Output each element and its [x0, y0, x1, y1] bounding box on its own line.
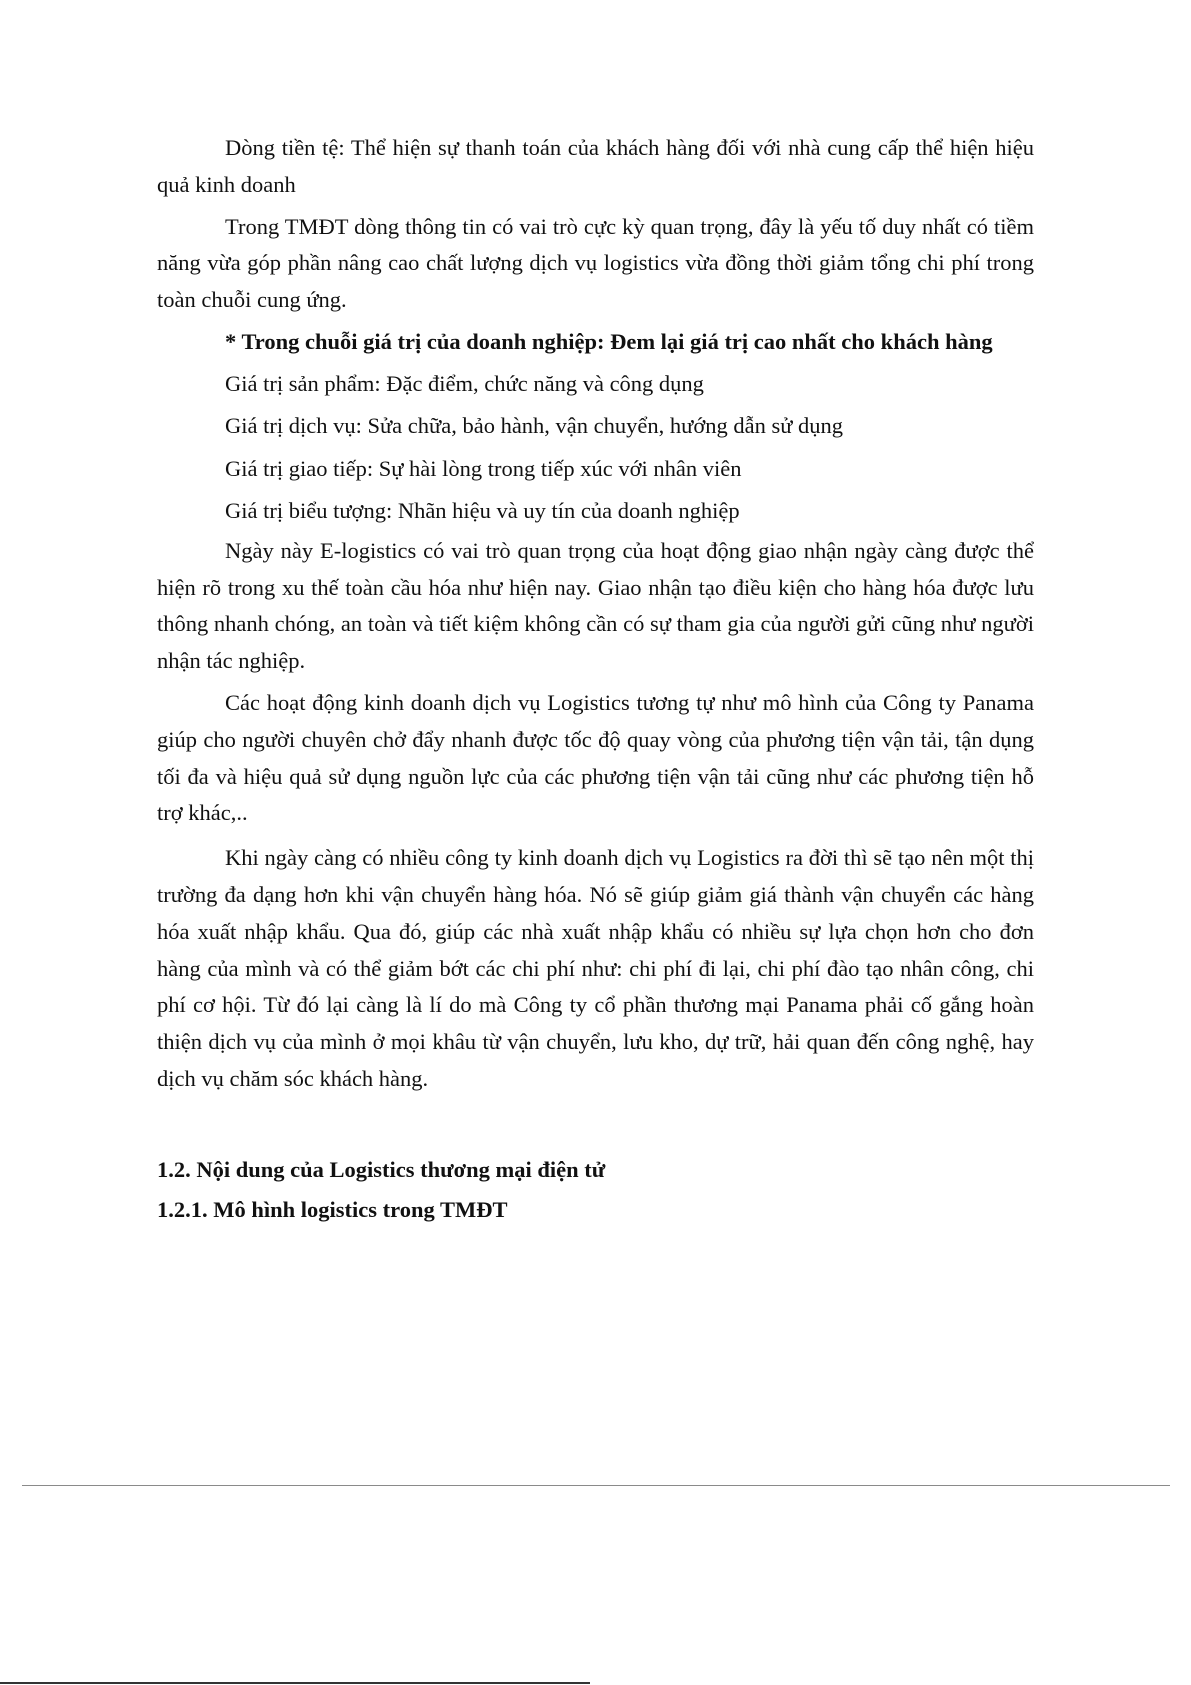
- subsection-heading: 1.2.1. Mô hình logistics trong TMĐT: [157, 1196, 508, 1222]
- footer-divider: [22, 1485, 1170, 1486]
- list-item: Giá trị biểu tượng: Nhãn hiệu và uy tín của doanh nghiệp: [225, 498, 740, 524]
- list-item: Giá trị dịch vụ: Sửa chữa, bảo hành, vận chuyển, hướng dẫn sử dụng: [225, 413, 844, 439]
- paragraph-ecommerce-info: Trong TMĐT dòng thông tin có vai trò cực kỳ quan trọng, đây là yếu tố duy nhất có tiềm năng vừa góp phần nâng cao chất lượng dịch vụ logistics vừa đồng thời giảm tổng chi phí trong toàn chuỗi cung ứng.: [157, 213, 1034, 313]
- value-list: [157, 363, 1034, 533]
- list-item: Giá trị giao tiếp: Sự hài lòng trong tiếp xúc với nhân viên: [225, 455, 742, 481]
- paragraph-money-flow: Dòng tiền tệ: Thể hiện sự thanh toán của khách hàng đối với nhà cung cấp thể hiện hiệu quả kinh doanh: [157, 135, 1034, 197]
- value-chain-heading: * Trong chuỗi giá trị của doanh nghiệp: Đem lại giá trị cao nhất cho khách hàng: [225, 328, 993, 354]
- paragraph-e-logistics: Ngày này E-logistics có vai trò quan trọng của hoạt động giao nhận ngày càng được thể hiện rõ trong xu thế toàn cầu hóa như hiện nay. Giao nhận tạo điều kiện cho hàng hóa được lưu thông nhanh chóng, an toàn và tiết kiệm không cần có sự tham gia của người gửi cũng như người nhận tác nghiệp.: [157, 537, 1034, 674]
- section-heading: 1.2. Nội dung của Logistics thương mại điện tử: [157, 1156, 606, 1182]
- list-item: Giá trị sản phẩm: Đặc điểm, chức năng và công dụng: [225, 370, 704, 396]
- paragraph-logistics-business: Các hoạt động kinh doanh dịch vụ Logistics tương tự như mô hình của Công ty Panama giúp cho người chuyên chở đẩy nhanh được tốc độ quay vòng của phương tiện vận tải, tận dụng tối đa và hiệu quả sử dụng nguồn lực của các phương tiện vận tải cũng như các phương tiện hỗ trợ khác,..: [157, 689, 1034, 826]
- bottom-divider: [0, 1682, 590, 1684]
- paragraph-more-companies: Khi ngày càng có nhiều công ty kinh doanh dịch vụ Logistics ra đời thì sẽ tạo nên một thị trường đa dạng hơn khi vận chuyển hàng hóa. Nó sẽ giúp giảm giá thành vận chuyển các hàng hóa xuất nhập khẩu. Qua đó, giúp các nhà xuất nhập khẩu có nhiều sự lựa chọn hơn cho đơn hàng của mình và có thể giảm bớt các chi phí như: chi phí đi lại, chi phí đào tạo nhân công, chi phí cơ hội. Từ đó lại càng là lí do mà Công ty cổ phần thương mại Panama phải cố gắng hoàn thiện dịch vụ của mình ở mọi khâu từ vận chuyển, lưu kho, dự trữ, hải quan đến công nghệ, hay dịch vụ chăm sóc khách hàng.: [157, 845, 1034, 1091]
- page-body: [157, 130, 1034, 1230]
